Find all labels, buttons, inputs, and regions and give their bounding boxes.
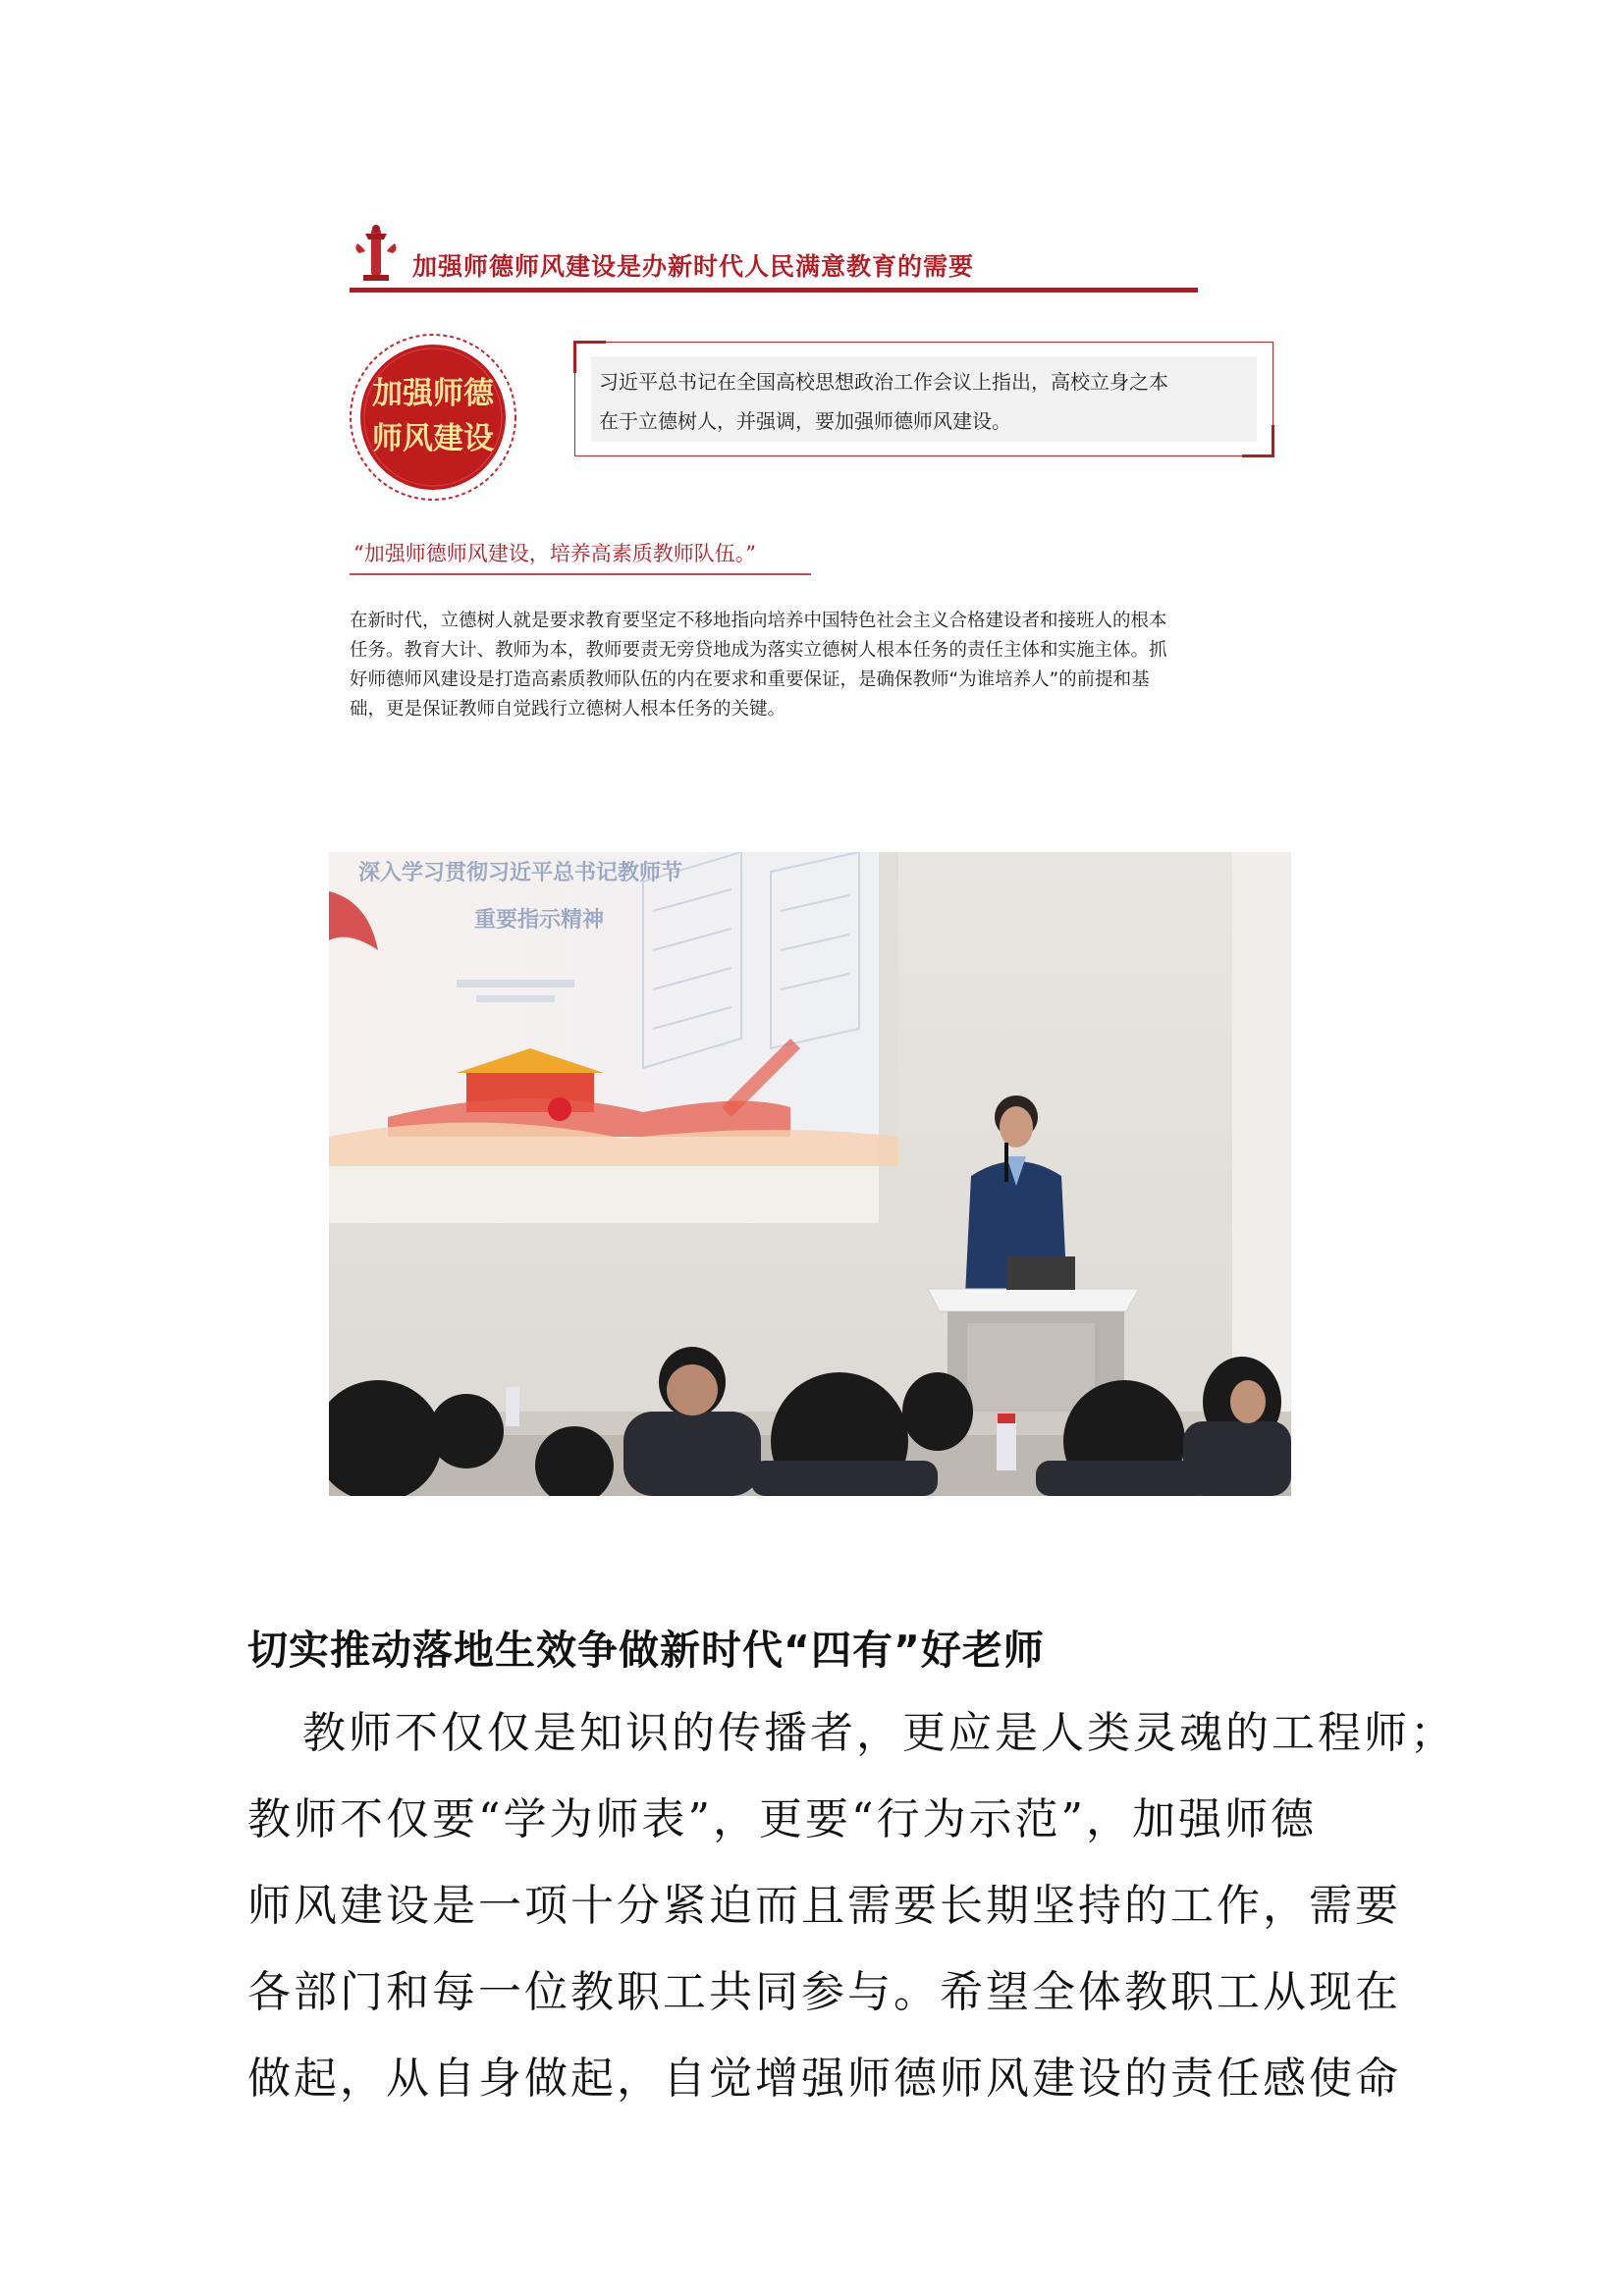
- quote-text: [599, 362, 1249, 441]
- info-body-line: 任务。教育大计、教师为本，教师要责无旁贷地成为落实立德树人根本任务的责任主体和实施主体。抓: [350, 640, 1167, 661]
- slogan: “加强师德师风建设，培养高素质教师队伍。”: [353, 542, 756, 565]
- paragraph-line: 做起，从自身做起，自觉增强师德师风建设的责任感使命: [247, 2054, 1401, 2104]
- section-title-rule: [350, 288, 1198, 293]
- article-paragraph: [247, 1690, 1456, 2122]
- info-body-line: 在新时代，立德树人就是要求教育要坚定不移地指向培养中国特色社会主义合格建设者和接班人的根本: [350, 611, 1167, 631]
- infographic-body: [350, 607, 1274, 724]
- paragraph-line: 师风建设是一项十分紧迫而且需要长期坚持的工作，需要: [247, 1881, 1401, 1931]
- info-body-line: 好师德师风建设是打造高素质教师队伍的内在要求和重要保证，是确保教师“为谁培养人”的前提和基: [350, 669, 1150, 690]
- info-body-line: 础，更是保证教师自觉践行立德树人根本任务的关键。: [350, 699, 786, 720]
- seal-line-2: 师风建设: [372, 421, 494, 456]
- seal-text: [350, 371, 516, 461]
- huabiao-pillar-icon: [352, 224, 401, 285]
- quote-line-1: 习近平总书记在全国高校思想政治工作会议上指出，高校立身之本: [599, 370, 1168, 394]
- screen-title-line-2: 重要指示精神: [474, 908, 605, 933]
- seal-line-1: 加强师德: [372, 376, 494, 411]
- lecture-photo: [329, 852, 1291, 1496]
- quote-box: [574, 342, 1273, 456]
- paragraph-line: 教师不仅仅是知识的传播者，更应是人类灵魂的工程师；: [302, 1708, 1456, 1758]
- screen-title-line-1: 深入学习贯彻习近平总书记教师节: [358, 861, 683, 885]
- paragraph-line: 各部门和每一位教职工共同参与。希望全体教职工从现在: [247, 1967, 1401, 2017]
- section-title: 加强师德师风建设是办新时代人民满意教育的需要: [412, 252, 975, 281]
- slogan-rule: [350, 573, 811, 575]
- paragraph-line: 教师不仅要“学为师表”，更要“行为示范”，加强师德: [247, 1794, 1317, 1844]
- quote-line-2: 在于立德树人，并强调，要加强师德师风建设。: [599, 409, 1011, 433]
- article-heading: 切实推动落地生效争做新时代“四有”好老师: [247, 1627, 1045, 1674]
